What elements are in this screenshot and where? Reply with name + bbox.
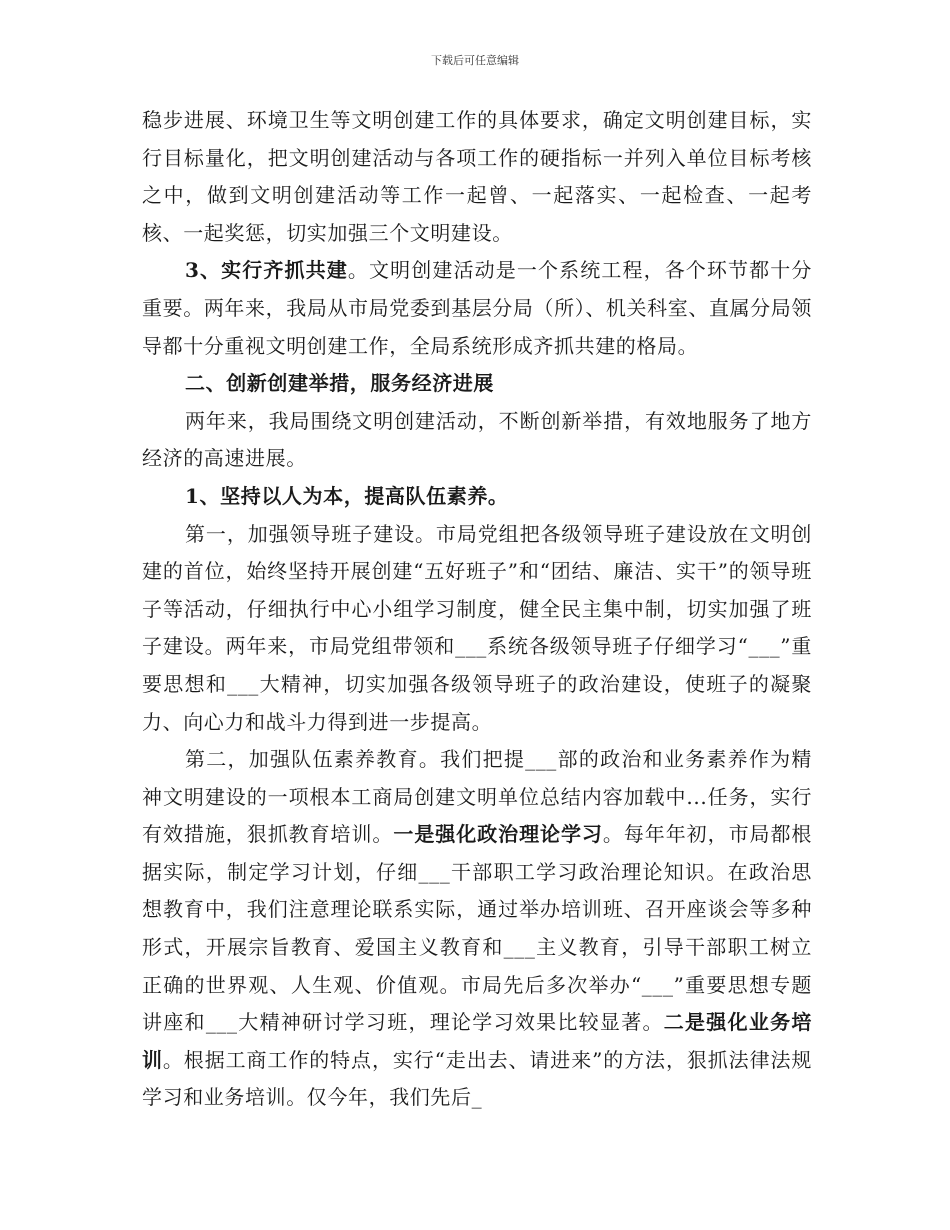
document-body (142, 102, 812, 1117)
paragraph-2-text: 。文明创建活动是一个系统工程，各个环节都十分重要。两年来，我局从市局党委到基层分局（所）、机关科室、直属分局领导都十分重视文明创建工作，全局系统形成齐抓共建的格局。 (142, 258, 813, 358)
paragraph-3: 两年来，我局围绕文明创建活动，不断创新举措，有效地服务了地方经济的高速进展。 (142, 408, 812, 471)
page-header: 下载后可任意编辑 (431, 54, 519, 67)
paragraph-2-heading: 3、实行齐抓共建 (185, 258, 348, 283)
paragraph-4: 第一，加强领导班子建设。市局党组把各级领导班子建设放在文明创建的首位，始终坚持开展创建“五好班子”和“团结、廉洁、实干”的领导班子等活动，仔细执行中心小组学习制度，健全民主集中制，切实加强了班子建设。两年来，市局党组带领和___系统各级领导班子仔细学习“___”重要思想和___大精神，切实加强各级领导班子的政治建设，使班子的凝聚力、向心力和战斗力得到进一步提高。 (142, 521, 812, 734)
paragraph-5-heading-d: 二是强化业务培训 (142, 1010, 812, 1072)
paragraph-5-part-e: 。根据工商工作的特点，实行“走出去、请进来”的方法，狠抓法律法规学习和业务培训。仅今年，我们先后_ (142, 1047, 812, 1110)
paragraph-5 (142, 741, 812, 1117)
paragraph-2 (142, 252, 812, 365)
paragraph-5-part-c: 。每年年初，市局都根据实际，制定学习计划，仔细___干部职工学习政治理论知识。在政治思想教育中，我们注意理论联系实际，通过举办培训班、召开座谈会等多种形式，开展宗旨教育、爱国主义教育和___主义教育，引导干部职工树立正确的世界观、人生观、价值观。市局先后多次举办“___”重要思想专题讲座和___大精神研讨学习班，理论学习效果比较显著。 (142, 822, 813, 1035)
paragraph-5-heading-b: 一是强化政治理论学习 (393, 822, 603, 847)
section-heading-2: 二、创新创建举措，服务经济进展 (185, 371, 494, 396)
paragraph-1: 稳步进展、环境卫生等文明创建工作的具体要求，确定文明创建目标，实行目标量化，把文明创建活动与各项工作的硬指标一并列入单位目标考核之中，做到文明创建活动等工作一起曾、一起落实、一起检查、一起考核、一起奖惩，切实加强三个文明建设。 (142, 108, 812, 245)
subsection-heading-1: 1、坚持以人为本，提高队伍素养。 (185, 483, 509, 508)
paragraph-5-part-a: 第二，加强队伍素养教育。我们把提___部的政治和业务素养作为精神文明建设的一项根本工商局创建文明单位总结内容加载中...任务，实行有效措施，狠抓教育培训。 (142, 747, 812, 847)
